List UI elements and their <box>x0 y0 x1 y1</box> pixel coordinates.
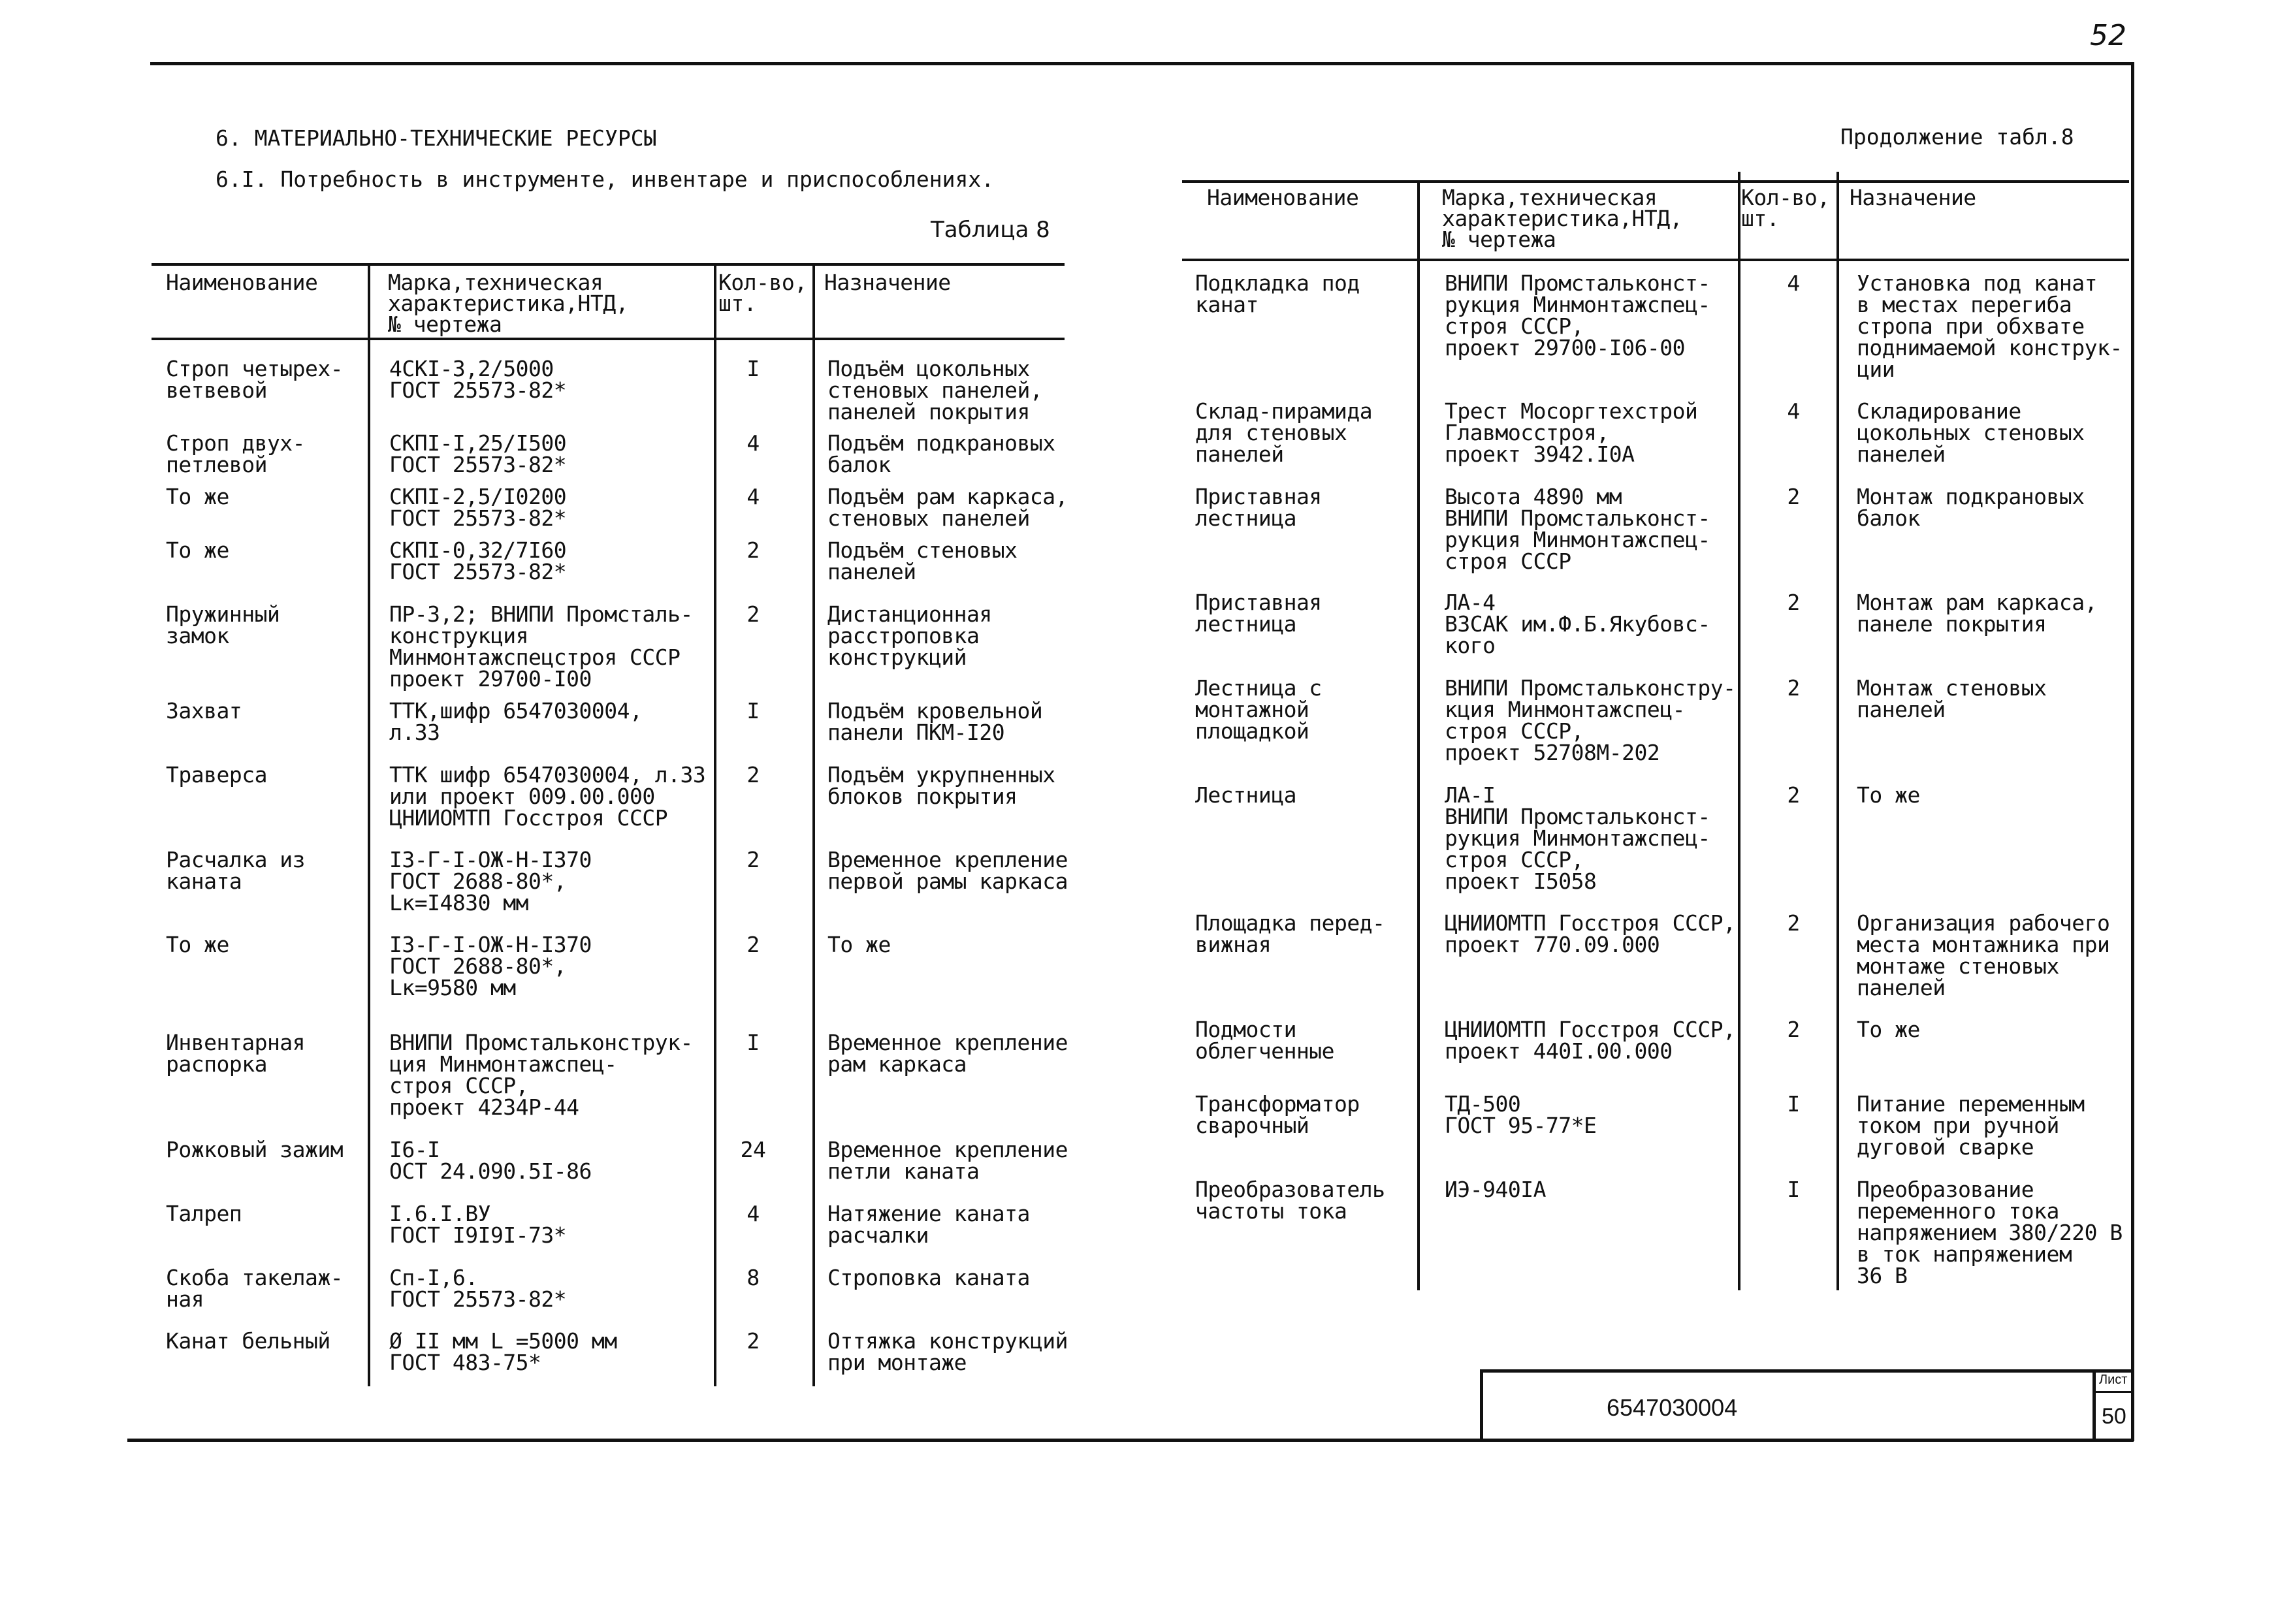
table-cell-mark: ЦНИИОМТП Госстроя СССР, проект 440I.00.000 <box>1445 1017 1736 1064</box>
table-cell-mark: СКПI-0,32/7I60 ГОСТ 25573-82* <box>389 537 567 584</box>
stamp-sheet-divider <box>2093 1369 2096 1440</box>
table-cell-name: Рожковый зажим <box>166 1137 344 1162</box>
table-cell-name: Захват <box>166 698 242 724</box>
table-cell-qty: I <box>746 1030 760 1055</box>
table-cell-purpose: Натяжение каната расчалки <box>827 1201 1030 1248</box>
table-cell-mark: I6-I ОСТ 24.090.5I-86 <box>389 1137 592 1184</box>
right-border-line <box>2131 62 2134 1441</box>
table-cell-mark: ВНИПИ Промстальконст- рукция Минмонтажспец- строя СССР, проект 29700-I06-00 <box>1445 270 1710 360</box>
table-cell-qty: 4 <box>746 430 760 456</box>
table-cell-purpose: Подъём рам каркаса, стеновых панелей <box>827 484 1068 531</box>
table-cell-mark: ИЭ-940IА <box>1445 1177 1546 1202</box>
table-cell-purpose: Подъём стеновых панелей <box>827 537 1018 584</box>
stamp-sheet-number: 50 <box>2102 1404 2126 1429</box>
left-table-col-divider-2 <box>714 263 716 1386</box>
table-cell-name: Лестница <box>1195 782 1296 808</box>
table-cell-mark: Трест Мосоргтехстрой Главмосстроя, проект 3942.I0А <box>1445 398 1698 467</box>
table-cell-mark: ЛА-4 ВЗСАК им.Ф.Б.Якубовс- кого <box>1445 590 1710 658</box>
table-cell-name: То же <box>166 537 229 563</box>
subsection-title: 6.I. Потребность в инструменте, инвентаре и приспособлениях. <box>216 167 995 192</box>
table-cell-name: Преобразователь частоты тока <box>1195 1177 1385 1224</box>
table-cell-purpose: Монтаж стеновых панелей <box>1857 675 2047 722</box>
table-cell-name: Подкладка под канат <box>1195 270 1360 317</box>
right-table-top-line <box>1182 180 2129 183</box>
table-cell-name: Приставная лестница <box>1195 484 1322 531</box>
table-cell-mark: Ø II мм L =5000 мм ГОСТ 483-75* <box>389 1328 617 1375</box>
table-cell-purpose: То же <box>827 932 891 957</box>
table-cell-mark: ПР-3,2; ВНИПИ Промсталь- конструкция Минмонтажспецстроя СССР проект 29700-I00 <box>389 601 693 692</box>
table-cell-qty: I <box>746 698 760 724</box>
table-cell-qty: 4 <box>746 1201 760 1226</box>
table-cell-name: То же <box>166 484 229 509</box>
table-cell-purpose: Монтаж рам каркаса, панеле покрытия <box>1857 590 2097 637</box>
table-cell-qty: 2 <box>746 537 760 563</box>
table-cell-qty: I <box>746 356 760 381</box>
left-header-name: Наименование <box>166 270 318 295</box>
table-cell-mark: 4СКI-3,2/5000 ГОСТ 25573-82* <box>389 356 567 403</box>
table-cell-name: Склад-пирамида для стеновых панелей <box>1195 398 1373 467</box>
table-cell-purpose: Монтаж подкрановых балок <box>1857 484 2085 531</box>
table-cell-purpose: Подъём цокольных стеновых панелей, панелей покрытия <box>827 356 1043 424</box>
stamp-code: 6547030004 <box>1607 1394 1738 1421</box>
section-title: 6. МАТЕРИАЛЬНО-ТЕХНИЧЕСКИЕ РЕСУРСЫ <box>216 125 657 151</box>
table-cell-purpose: Дистанционная расстроповка конструкций <box>827 601 992 670</box>
table-cell-mark: ТТК,шифр 6547030004, л.33 <box>389 698 643 745</box>
table-cell-purpose: Организация рабочего места монтажника при монтаже стеновых панелей <box>1857 910 2110 1000</box>
right-table-col-divider-3 <box>1836 172 1839 1290</box>
table-cell-name: Подмости облегченные <box>1195 1017 1335 1064</box>
table-cell-name: Строп четырех- ветвевой <box>166 356 344 403</box>
table-cell-mark: I.6.I.ВУ ГОСТ I9I9I-73* <box>389 1201 567 1248</box>
left-header-qty: Кол-во, шт. <box>718 270 807 316</box>
right-header-name: Наименование <box>1207 185 1359 210</box>
table-cell-purpose: Подъём подкрановых балок <box>827 430 1055 477</box>
table-cell-name: Расчалка из каната <box>166 847 306 894</box>
table-cell-qty: 4 <box>746 484 760 509</box>
right-table-header-line <box>1182 259 2129 261</box>
left-table-col-divider-3 <box>812 263 815 1386</box>
table-cell-purpose: Питание переменным током при ручной дуговой сварке <box>1857 1091 2085 1160</box>
table-cell-mark: Высота 4890 мм ВНИПИ Промстальконст- рукция Минмонтажспец- строя СССР <box>1445 484 1710 574</box>
bottom-border-line <box>127 1439 2134 1442</box>
table-cell-name: Пружинный замок <box>166 601 280 648</box>
table-cell-purpose: Строповка каната <box>827 1265 1030 1290</box>
stamp-left-line <box>1480 1369 1483 1440</box>
table-cell-qty: 2 <box>746 762 760 788</box>
table-cell-qty: I <box>1787 1177 1800 1202</box>
table-cell-qty: 2 <box>746 847 760 872</box>
table-cell-name: Канат бельный <box>166 1328 330 1354</box>
right-table-col-divider-1 <box>1417 180 1420 1290</box>
table-cell-mark: ТТК шифр 6547030004, л.33 или проект 009.00.000 ЦНИИОМТП Госстроя СССР <box>389 762 706 831</box>
table-cell-qty: 2 <box>1787 484 1800 509</box>
table-cell-purpose: Временное крепление петли каната <box>827 1137 1068 1184</box>
table-cell-qty: 4 <box>1787 398 1800 424</box>
table-cell-qty: 8 <box>746 1265 760 1290</box>
table-cell-qty: 2 <box>1787 590 1800 615</box>
right-header-purpose: Назначение <box>1850 185 1976 210</box>
table-cell-qty: 2 <box>1787 675 1800 701</box>
top-border-line <box>150 62 2132 65</box>
table-cell-name: Лестница с монтажной площадкой <box>1195 675 1322 744</box>
table-cell-qty: 2 <box>1787 782 1800 808</box>
table-cell-name: Траверса <box>166 762 267 788</box>
table-cell-purpose: Временное крепление рам каркаса <box>827 1030 1068 1077</box>
left-header-mark: Марка,техническая характеристика,НТД, № чертежа <box>388 270 628 337</box>
table-label: Таблица 8 <box>931 217 1050 243</box>
table-cell-qty: 4 <box>1787 270 1800 296</box>
table-cell-mark: I3-Г-I-ОЖ-Н-I370 ГОСТ 2688-80*, Lк=I4830 мм <box>389 847 592 915</box>
table-cell-name: Инвентарная распорка <box>166 1030 306 1077</box>
right-header-mark: Марка,техническая характеристика,НТД, № чертежа <box>1442 185 1682 252</box>
table-cell-name: То же <box>166 932 229 957</box>
table-cell-name: Площадка перед- вижная <box>1195 910 1385 957</box>
page-number: 52 <box>2090 19 2126 52</box>
stamp-sheet-label-line <box>2094 1391 2132 1393</box>
table-cell-purpose: Подъём кровельной панели ПКМ-I20 <box>827 698 1043 745</box>
stamp-sheet-label: Лист <box>2099 1373 2128 1387</box>
right-table-col-divider-2 <box>1738 172 1740 1290</box>
table-cell-purpose: Преобразование переменного тока напряжением 380/220 В в ток напряжением 36 В <box>1857 1177 2123 1288</box>
table-cell-name: Строп двух- петлевой <box>166 430 306 477</box>
table-cell-mark: СКПI-I,25/I500 ГОСТ 25573-82* <box>389 430 567 477</box>
table-cell-mark: ЦНИИОМТП Госстроя СССР, проект 770.09.000 <box>1445 910 1736 957</box>
table-cell-purpose: Складирование цокольных стеновых панелей <box>1857 398 2085 467</box>
table-cell-purpose: Установка под канат в местах перегиба стропа при обхвате поднимаемой конструк- ции <box>1857 270 2123 382</box>
left-table-header-line <box>152 338 1065 340</box>
right-header-qty: Кол-во, шт. <box>1741 185 1830 231</box>
table-cell-mark: ВНИПИ Промстальконстру- кция Минмонтажспец- строя СССР, проект 52708М-202 <box>1445 675 1736 765</box>
table-cell-qty: 2 <box>1787 1017 1800 1042</box>
table-cell-name: Скоба такелаж- ная <box>166 1265 344 1312</box>
table-cell-purpose: То же <box>1857 1017 1920 1042</box>
table-cell-purpose: То же <box>1857 782 1920 808</box>
table-cell-mark: ВНИПИ Промстальконструк- ция Минмонтажспец- строя СССР, проект 4234Р-44 <box>389 1030 693 1120</box>
table-cell-qty: 2 <box>746 932 760 957</box>
left-header-purpose: Назначение <box>824 270 951 295</box>
table-cell-mark: ТД-500 ГОСТ 95-77*Е <box>1445 1091 1597 1138</box>
left-table-top-line <box>152 263 1065 266</box>
table-cell-qty: I <box>1787 1091 1800 1117</box>
table-cell-mark: ЛА-I ВНИПИ Промстальконст- рукция Минмонтажспец- строя СССР, проект I5058 <box>1445 782 1710 894</box>
table-cell-qty: 2 <box>746 1328 760 1354</box>
left-table-col-divider-1 <box>368 263 370 1386</box>
table-cell-mark: СКПI-2,5/I0200 ГОСТ 25573-82* <box>389 484 567 531</box>
table-cell-purpose: Оттяжка конструкций при монтаже <box>827 1328 1068 1375</box>
table-cell-qty: 24 <box>740 1137 766 1162</box>
table-cell-name: Талреп <box>166 1201 242 1226</box>
table-cell-qty: 2 <box>746 601 760 627</box>
table-cell-mark: I3-Г-I-ОЖ-Н-I370 ГОСТ 2688-80*, Lк=9580 мм <box>389 932 592 1000</box>
continuation-label: Продолжение табл.8 <box>1840 124 2074 150</box>
stamp-top-line <box>1481 1369 2132 1373</box>
table-cell-qty: 2 <box>1787 910 1800 936</box>
table-cell-mark: Сп-I,6. ГОСТ 25573-82* <box>389 1265 567 1312</box>
table-cell-purpose: Временное крепление первой рамы каркаса <box>827 847 1068 894</box>
table-cell-name: Приставная лестница <box>1195 590 1322 637</box>
table-cell-name: Трансформатор сварочный <box>1195 1091 1360 1138</box>
table-cell-purpose: Подъём укрупненных блоков покрытия <box>827 762 1055 809</box>
